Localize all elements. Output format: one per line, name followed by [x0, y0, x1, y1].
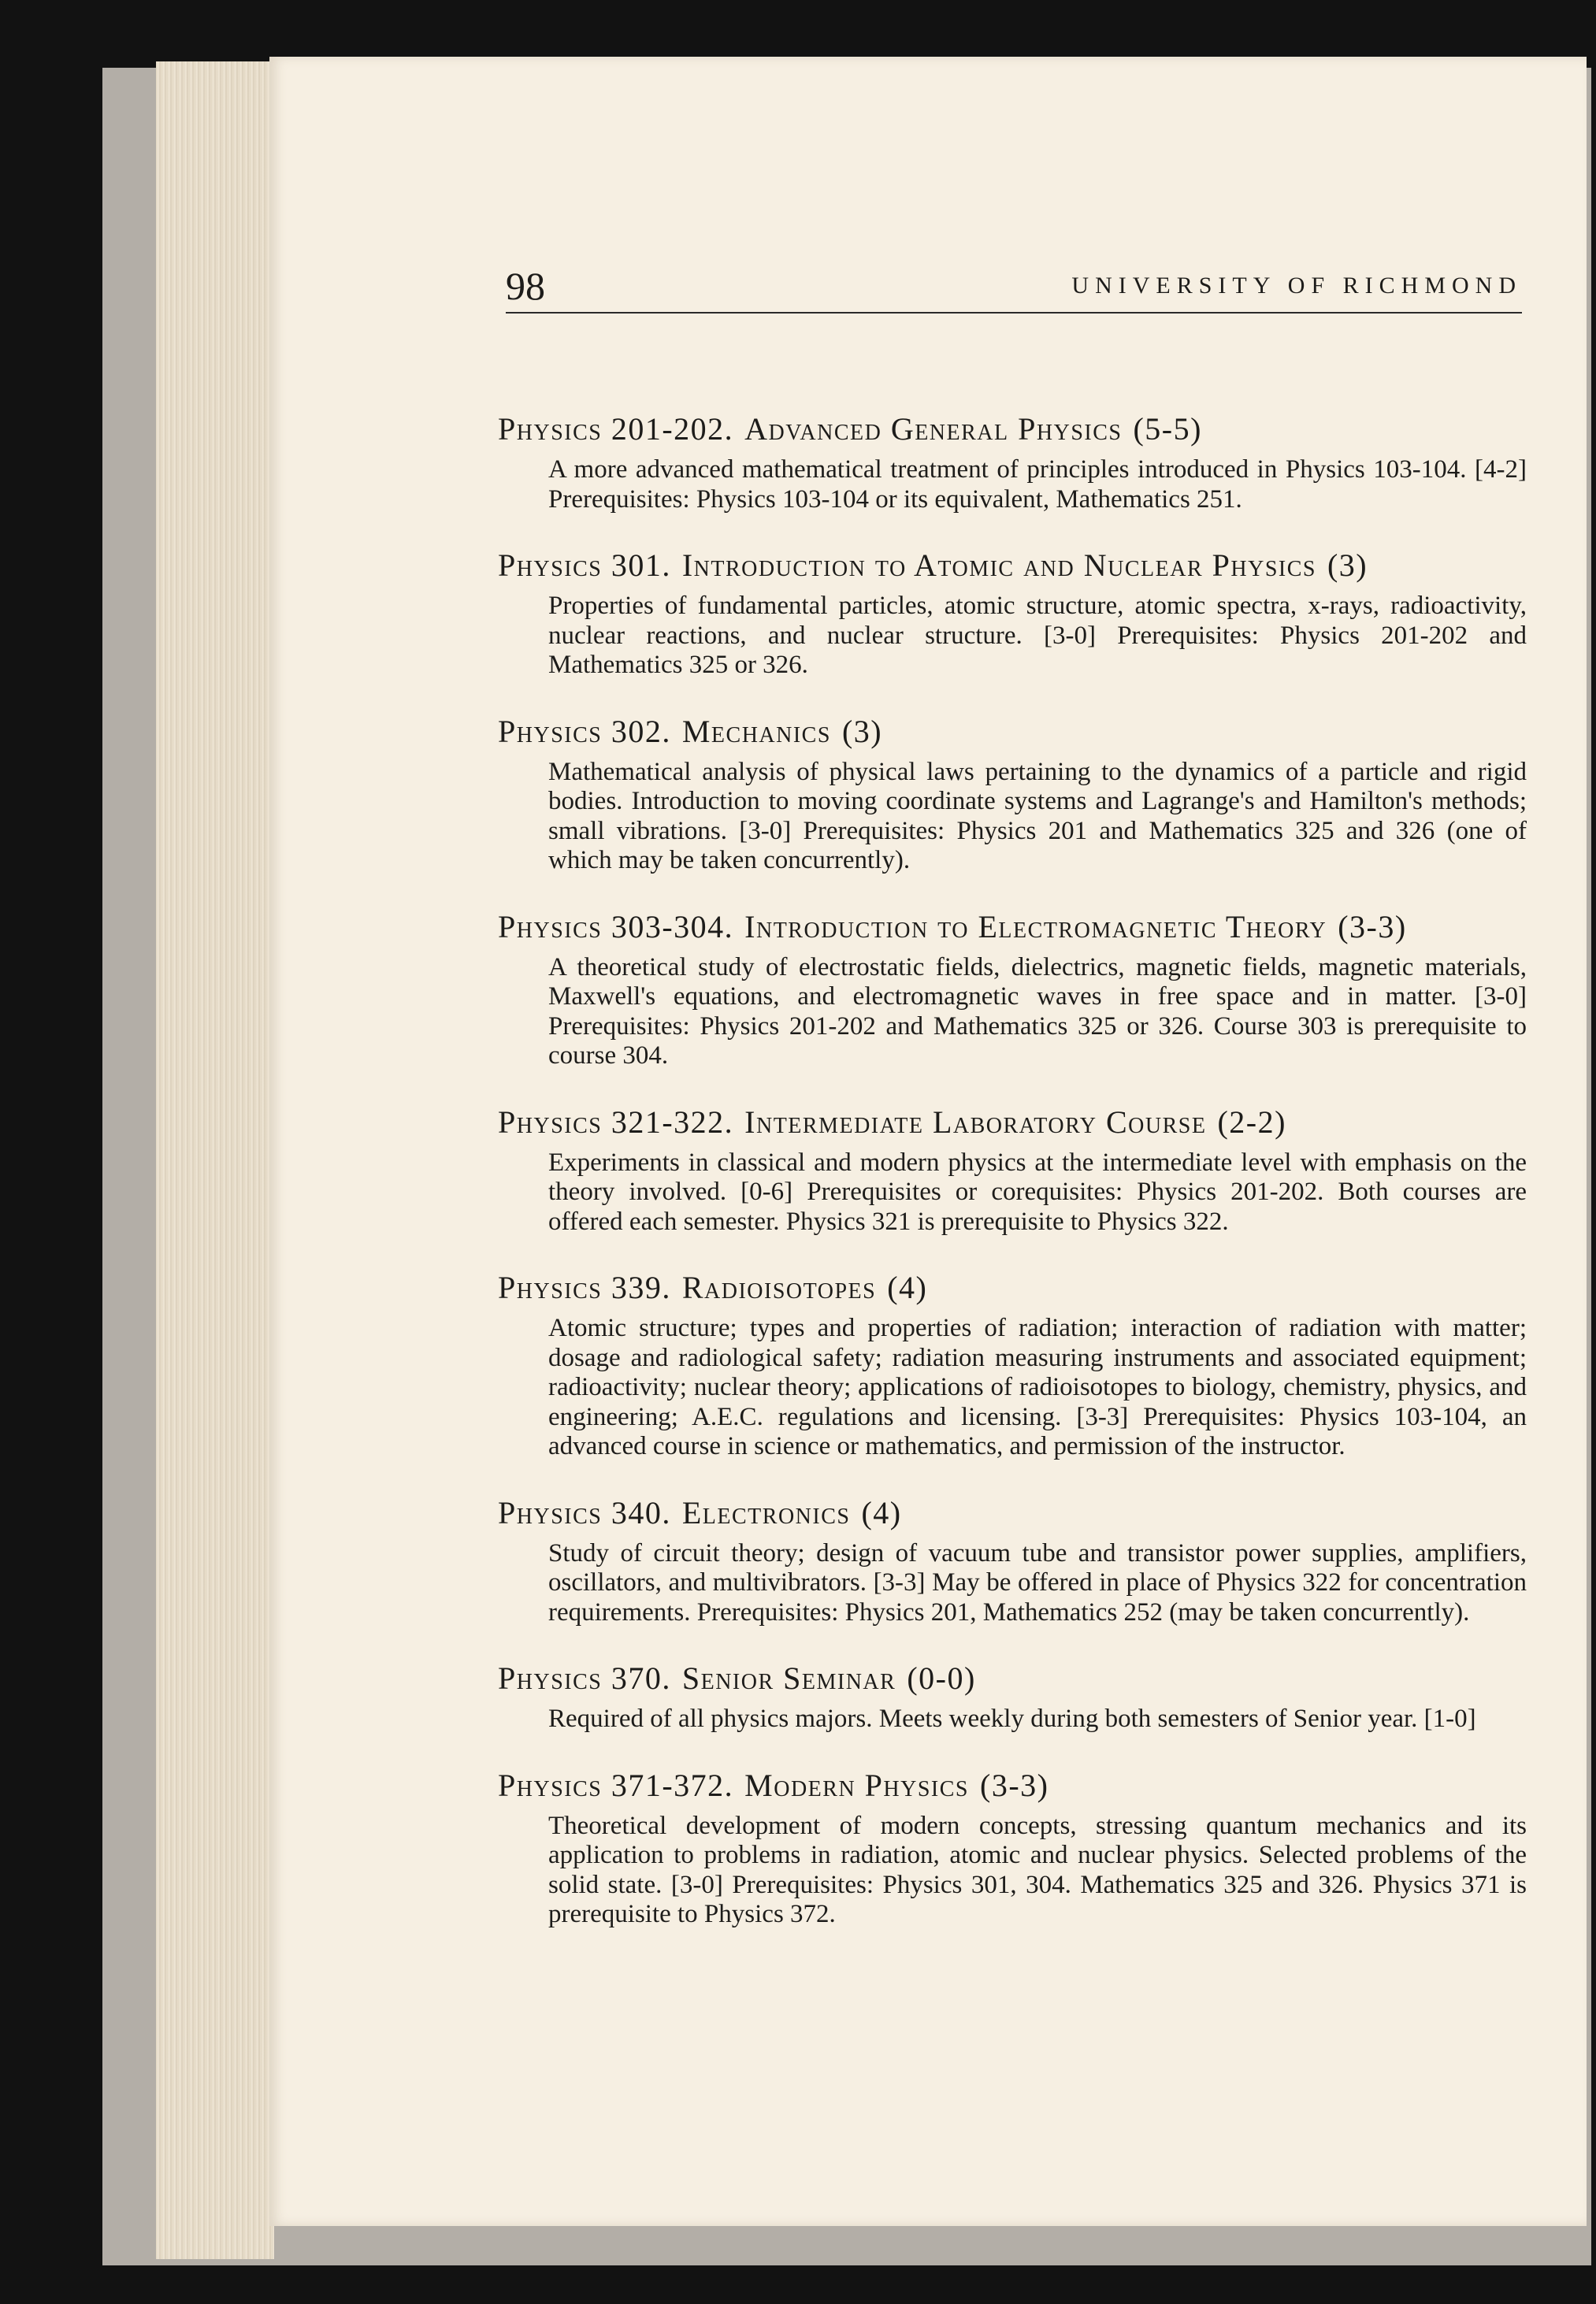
course-title: Senior Seminar: [681, 1660, 896, 1696]
course-entry: [498, 547, 1527, 681]
course-heading: [498, 411, 1527, 447]
course-number: Physics 371-372.: [498, 1767, 734, 1803]
course-credits: (3): [1327, 547, 1368, 583]
course-description: Properties of fundamental particles, atomic structure, atomic spectra, x-rays, radioactivity, nuclear reactions, and nuclear structure. [3-0] Prerequisites: Physics 201-202 and Mathematics 325 or 326.: [548, 592, 1527, 679]
course-heading: [498, 714, 1527, 750]
book-page-edges: [156, 61, 274, 2259]
course-number: Physics 370.: [498, 1660, 671, 1696]
page-number: 98: [506, 264, 545, 308]
header-rule: [506, 312, 1522, 314]
course-credits: (5-5): [1133, 411, 1202, 447]
course-description: Atomic structure; types and properties of radiation; interaction of radiation with matter; dosage and radiological safety; radiation measuring instruments and associated equipment; radioactivity; nuclear theory; applications of radioisotopes to biology, chemistry, physics, and engineering; A.E.C. regulations and licensing. [3-3] Prerequisites: Physics 103-104, an advanced course in science or mathematics, and permission of the instructor.: [548, 1314, 1527, 1460]
course-title: Radioisotopes: [681, 1270, 877, 1305]
course-credits: (3-3): [980, 1767, 1049, 1803]
course-title: Introduction to Electromagnetic Theory: [744, 908, 1327, 944]
course-list: [498, 411, 1527, 1963]
course-entry: [498, 1270, 1527, 1462]
course-number: Physics 302.: [498, 713, 671, 749]
course-entry: [498, 1495, 1527, 1628]
course-number: Physics 303-304.: [498, 908, 734, 944]
course-title: Introduction to Atomic and Nuclear Physics: [681, 547, 1316, 583]
course-number: Physics 201-202.: [498, 411, 734, 447]
course-credits: (2-2): [1217, 1104, 1286, 1140]
page-content: [498, 57, 1527, 2226]
course-number: Physics 339.: [498, 1270, 671, 1305]
course-description: A more advanced mathematical treatment of principles introduced in Physics 103-104. [4-2] Prerequisites: Physics 103-104 or its equivalent, Mathematics 251.: [548, 455, 1527, 514]
course-heading: [498, 1104, 1527, 1141]
course-title: Modern Physics: [744, 1767, 969, 1803]
course-entry: [498, 411, 1527, 514]
course-title: Mechanics: [681, 713, 831, 749]
course-credits: (3-3): [1338, 908, 1407, 944]
course-heading: [498, 1768, 1527, 1804]
course-credits: (4): [887, 1270, 928, 1305]
course-number: Physics 301.: [498, 547, 671, 583]
course-title: Electronics: [681, 1494, 851, 1530]
running-head: [506, 263, 1522, 358]
course-entry: [498, 714, 1527, 876]
course-title: Advanced General Physics: [744, 411, 1123, 447]
course-credits: (3): [841, 713, 883, 749]
course-description: Required of all physics majors. Meets weekly during both semesters of Senior year. [1-0]: [548, 1705, 1476, 1733]
course-entry: [498, 1768, 1527, 1930]
course-entry: [498, 1660, 1527, 1734]
course-description: A theoretical study of electrostatic fields, dielectrics, magnetic fields, magnetic materials, Maxwell's equations, and electromagnetic waves in free space and in matter. [3-0] Prerequisites: Physics 201-202 and Mathematics 325 or 326. Course 303 is prerequisite to course 304.: [548, 952, 1527, 1070]
running-head-title: UNIVERSITY OF RICHMOND: [1071, 273, 1522, 299]
course-heading: [498, 1660, 1527, 1697]
course-credits: (0-0): [907, 1660, 976, 1696]
course-entry: [498, 909, 1527, 1071]
course-heading: [498, 1270, 1527, 1306]
course-description: Theoretical development of modern concepts, stressing quantum mechanics and its application to problems in radiation, atomic and nuclear physics. Selected problems of the solid state. [3-0] Prerequisites: Physics 301, 304. Mathematics 325 and 326. Physics 371 is prerequisite to Physics 372.: [548, 1811, 1527, 1928]
course-entry: [498, 1104, 1527, 1237]
book-page: [269, 57, 1587, 2226]
course-number: Physics 340.: [498, 1494, 671, 1530]
course-credits: (4): [861, 1494, 902, 1530]
course-heading: [498, 1495, 1527, 1531]
course-description: Mathematical analysis of physical laws pertaining to the dynamics of a particle and rigid bodies. Introduction to moving coordinate systems and Lagrange's and Hamilton's methods; small vibrations. [3-0] Prerequisites: Physics 201 and Mathematics 325 and 326 (one of which may be taken concurrently).: [548, 757, 1527, 874]
course-title: Intermediate Laboratory Course: [744, 1104, 1207, 1140]
course-heading: [498, 547, 1527, 584]
course-number: Physics 321-322.: [498, 1104, 734, 1140]
course-description: Experiments in classical and modern physics at the intermediate level with emphasis on the theory involved. [0-6] Prerequisites or corequisites: Physics 201-202. Both courses are offered each semester. Physics 321 is prerequisite to Physics 322.: [548, 1148, 1527, 1236]
course-heading: [498, 909, 1527, 945]
course-description: Study of circuit theory; design of vacuum tube and transistor power supplies, amplifiers, oscillators, and multivibrators. [3-3] May be offered in place of Physics 322 for concentration requirements. Prerequisites: Physics 201, Mathematics 252 (may be taken concurrently).: [548, 1538, 1527, 1627]
